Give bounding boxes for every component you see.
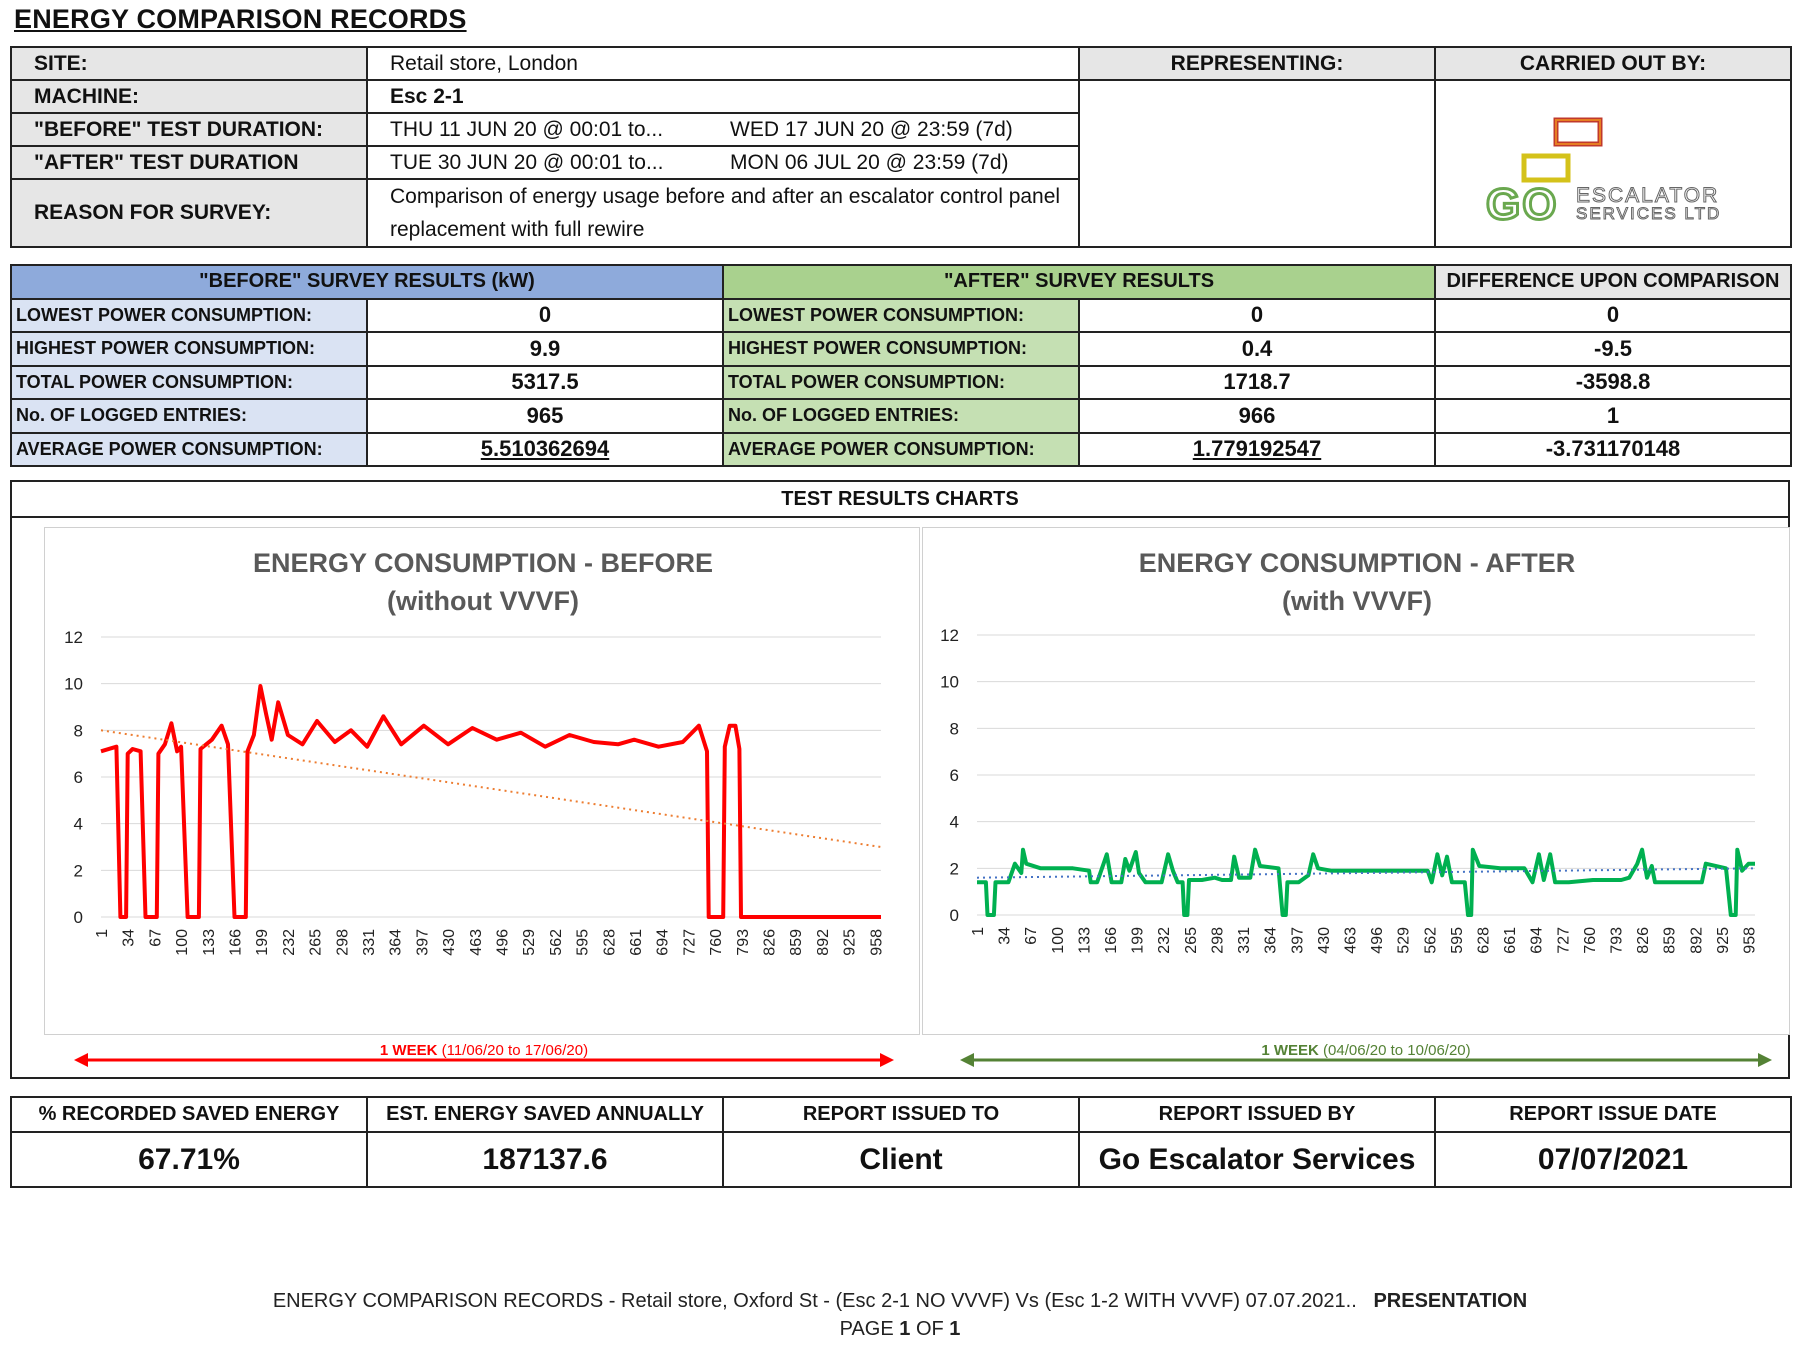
- issued-to-label: REPORT ISSUED TO: [723, 1097, 1079, 1132]
- x-tick-label: 364: [387, 929, 405, 956]
- x-tick-label: 298: [1209, 927, 1227, 954]
- table-row: [11, 433, 1791, 467]
- x-tick-label: 133: [200, 929, 218, 956]
- y-tick-label: 6: [949, 766, 959, 785]
- x-tick-label: 826: [761, 929, 779, 956]
- site-value: Retail store, London: [367, 47, 1079, 80]
- before-duration-value: [367, 113, 1079, 146]
- annual-saved-value: 187137.6: [367, 1132, 723, 1187]
- y-tick-label: 8: [949, 719, 959, 739]
- week-label-after: [960, 1042, 1772, 1059]
- x-tick-label: 67: [147, 929, 165, 947]
- issued-by-label: REPORT ISSUED BY: [1079, 1097, 1435, 1132]
- table-row: [11, 332, 1791, 366]
- before-row-label: LOWEST POWER CONSUMPTION:: [11, 299, 367, 333]
- x-tick-label: 958: [868, 929, 886, 956]
- x-tick-label: 859: [788, 929, 806, 956]
- x-tick-label: 496: [1369, 927, 1387, 954]
- x-tick-label: 628: [1475, 927, 1493, 954]
- y-tick-label: 4: [73, 814, 83, 834]
- x-tick-label: 793: [734, 929, 752, 956]
- survey-results-table: [10, 264, 1792, 467]
- site-label: SITE:: [11, 47, 367, 80]
- x-tick-label: 529: [1395, 927, 1413, 954]
- x-tick-label: 760: [708, 929, 726, 956]
- annual-saved-label: EST. ENERGY SAVED ANNUALLY: [367, 1097, 723, 1132]
- page-number: [0, 1318, 1800, 1341]
- before-results-header: "BEFORE" SURVEY RESULTS (kW): [11, 265, 723, 299]
- x-tick-label: 265: [1182, 927, 1200, 954]
- before-row-label: TOTAL POWER CONSUMPTION:: [11, 366, 367, 400]
- x-tick-label: 793: [1608, 927, 1626, 954]
- x-tick-label: 463: [467, 929, 485, 956]
- saved-pct-label: % RECORDED SAVED ENERGY: [11, 1097, 367, 1132]
- x-tick-label: 100: [174, 929, 192, 956]
- table-row: [11, 366, 1791, 400]
- after-results-header: "AFTER" SURVEY RESULTS: [723, 265, 1435, 299]
- company-logo: [1435, 80, 1791, 247]
- x-tick-label: 166: [1103, 927, 1121, 954]
- x-tick-label: 1: [970, 927, 987, 936]
- x-tick-label: 100: [1049, 927, 1067, 954]
- difference-value: -9.5: [1435, 332, 1791, 366]
- after-row-label: TOTAL POWER CONSUMPTION:: [723, 366, 1079, 400]
- logo-line1: ESCALATOR: [1576, 183, 1720, 207]
- footer-caption: [0, 1290, 1800, 1313]
- difference-value: -3.731170148: [1435, 433, 1791, 467]
- y-tick-label: 12: [64, 628, 83, 647]
- page-of: OF: [915, 1318, 944, 1340]
- y-tick-label: 8: [73, 721, 83, 741]
- before-value: 0: [367, 299, 723, 333]
- after-value: 966: [1079, 399, 1435, 433]
- after-value: 0: [1079, 299, 1435, 333]
- before-value: 5317.5: [367, 366, 723, 400]
- week-label-bold: 1 WEEK: [379, 1042, 438, 1059]
- x-tick-label: 1: [94, 929, 111, 938]
- issue-date-label: REPORT ISSUE DATE: [1435, 1097, 1791, 1132]
- chart-after: [922, 527, 1790, 1035]
- page-prefix: PAGE: [839, 1318, 894, 1340]
- x-tick-label: 529: [521, 929, 539, 956]
- representing-label: REPRESENTING:: [1079, 47, 1435, 80]
- y-tick-label: 12: [940, 626, 959, 645]
- before-value: 5.510362694: [367, 433, 723, 467]
- y-tick-label: 10: [64, 674, 83, 694]
- before-row-label: AVERAGE POWER CONSUMPTION:: [11, 433, 367, 467]
- x-tick-label: 232: [1156, 927, 1174, 954]
- x-tick-label: 826: [1635, 927, 1653, 954]
- y-tick-label: 10: [940, 672, 959, 692]
- issue-date-value: 07/07/2021: [1435, 1132, 1791, 1187]
- x-tick-label: 364: [1262, 927, 1280, 954]
- week-range-before: [74, 1044, 894, 1068]
- week-range-after: [960, 1044, 1772, 1068]
- logo-letters: GO: [1486, 179, 1559, 229]
- series-line: [101, 686, 881, 917]
- x-tick-label: 859: [1661, 927, 1679, 954]
- x-tick-label: 430: [1315, 927, 1333, 954]
- y-tick-label: 0: [949, 906, 959, 925]
- page-total: 1: [949, 1318, 961, 1340]
- x-tick-label: 298: [334, 929, 352, 956]
- chart-before: [44, 527, 920, 1035]
- x-tick-label: 166: [227, 929, 245, 956]
- reason-value: Comparison of energy usage before and after an escalator control panel replacement with full rewire: [367, 179, 1079, 247]
- footer-presentation: PRESENTATION: [1373, 1290, 1528, 1312]
- footer-text: ENERGY COMPARISON RECORDS - Retail store, Oxford St - (Esc 2-1 NO VVVF) Vs (Esc 1-2 WITH VVVF) 07.07.2021..: [272, 1290, 1357, 1312]
- difference-value: 0: [1435, 299, 1791, 333]
- before-row-label: No. OF LOGGED ENTRIES:: [11, 399, 367, 433]
- after-start: TUE 30 JUN 20 @ 00:01 to...: [390, 150, 664, 174]
- x-tick-label: 34: [996, 927, 1014, 945]
- table-row: [11, 399, 1791, 433]
- x-tick-label: 694: [1528, 927, 1546, 954]
- y-tick-label: 2: [73, 861, 83, 881]
- x-tick-label: 265: [307, 929, 325, 956]
- chart-after-svg: [923, 528, 1791, 1036]
- before-row-label: HIGHEST POWER CONSUMPTION:: [11, 332, 367, 366]
- x-tick-label: 67: [1023, 927, 1041, 945]
- difference-value: -3598.8: [1435, 366, 1791, 400]
- x-tick-label: 727: [1555, 927, 1573, 954]
- document-title: ENERGY COMPARISON RECORDS: [14, 4, 467, 34]
- x-tick-label: 760: [1581, 927, 1599, 954]
- chart-subtitle: (without VVVF): [387, 586, 579, 616]
- machine-value: Esc 2-1: [367, 80, 1079, 113]
- difference-value: 1: [1435, 399, 1791, 433]
- chart-subtitle: (with VVVF): [1282, 586, 1432, 616]
- x-tick-label: 694: [654, 929, 672, 956]
- after-row-label: No. OF LOGGED ENTRIES:: [723, 399, 1079, 433]
- representing-value: [1079, 80, 1435, 247]
- x-tick-label: 925: [841, 929, 859, 956]
- week-label-before: [74, 1042, 894, 1059]
- after-row-label: LOWEST POWER CONSUMPTION:: [723, 299, 1079, 333]
- week-label-dates: (04/06/20 to 10/06/20): [1323, 1042, 1471, 1059]
- x-tick-label: 199: [254, 929, 272, 956]
- reason-label: REASON FOR SURVEY:: [11, 179, 367, 247]
- x-tick-label: 34: [120, 929, 138, 947]
- issued-to-value: Client: [723, 1132, 1079, 1187]
- chart-title: ENERGY CONSUMPTION - AFTER: [1138, 548, 1576, 578]
- chart-title: ENERGY CONSUMPTION - BEFORE: [252, 548, 714, 578]
- difference-header: DIFFERENCE UPON COMPARISON: [1435, 265, 1791, 299]
- week-label-dates: (11/06/20 to 17/06/20): [441, 1042, 589, 1059]
- x-tick-label: 892: [814, 929, 832, 956]
- carried-out-label: CARRIED OUT BY:: [1435, 47, 1791, 80]
- x-tick-label: 958: [1741, 927, 1759, 954]
- before-end: WED 17 JUN 20 @ 23:59 (7d): [730, 117, 1013, 141]
- x-tick-label: 331: [1236, 927, 1254, 954]
- before-duration-label: "BEFORE" TEST DURATION:: [11, 113, 367, 146]
- x-tick-label: 595: [1448, 927, 1466, 954]
- x-tick-label: 331: [361, 929, 379, 956]
- x-tick-label: 562: [547, 929, 565, 956]
- x-tick-label: 595: [574, 929, 592, 956]
- y-tick-label: 6: [73, 768, 83, 787]
- before-start: THU 11 JUN 20 @ 00:01 to...: [390, 117, 664, 141]
- x-tick-label: 133: [1076, 927, 1094, 954]
- after-duration-label: "AFTER" TEST DURATION: [11, 146, 367, 179]
- survey-info-table: [10, 46, 1792, 248]
- x-tick-label: 397: [1289, 927, 1307, 954]
- x-tick-label: 661: [628, 929, 646, 956]
- after-value: 1.779192547: [1079, 433, 1435, 467]
- summary-table: [10, 1096, 1792, 1188]
- table-row: [11, 299, 1791, 333]
- x-tick-label: 397: [414, 929, 432, 956]
- x-tick-label: 232: [280, 929, 298, 956]
- x-tick-label: 430: [441, 929, 459, 956]
- x-tick-label: 892: [1688, 927, 1706, 954]
- machine-label: MACHINE:: [11, 80, 367, 113]
- page-current: 1: [899, 1318, 911, 1340]
- x-tick-label: 562: [1422, 927, 1440, 954]
- saved-pct-value: 67.71%: [11, 1132, 367, 1187]
- logo-line2: SERVICES LTD: [1576, 203, 1722, 223]
- y-tick-label: 0: [73, 908, 83, 927]
- trend-line: [101, 730, 881, 847]
- week-label-bold: 1 WEEK: [1261, 1042, 1319, 1059]
- test-results-charts-panel: [10, 480, 1790, 1079]
- after-end: MON 06 JUL 20 @ 23:59 (7d): [730, 150, 1009, 174]
- x-tick-label: 496: [494, 929, 512, 956]
- before-value: 9.9: [367, 332, 723, 366]
- x-tick-label: 199: [1129, 927, 1147, 954]
- x-tick-label: 727: [681, 929, 699, 956]
- chart-before-svg: [45, 528, 921, 1036]
- series-line: [977, 850, 1755, 915]
- go-escalator-logo-icon: [1446, 86, 1791, 236]
- x-tick-label: 925: [1714, 927, 1732, 954]
- charts-header: TEST RESULTS CHARTS: [12, 482, 1788, 518]
- x-tick-label: 463: [1342, 927, 1360, 954]
- after-value: 0.4: [1079, 332, 1435, 366]
- after-duration-value: [367, 146, 1079, 179]
- x-tick-label: 661: [1502, 927, 1520, 954]
- y-tick-label: 4: [949, 812, 959, 832]
- x-tick-label: 628: [601, 929, 619, 956]
- after-value: 1718.7: [1079, 366, 1435, 400]
- before-value: 965: [367, 399, 723, 433]
- after-row-label: AVERAGE POWER CONSUMPTION:: [723, 433, 1079, 467]
- issued-by-value: Go Escalator Services: [1079, 1132, 1435, 1187]
- y-tick-label: 2: [949, 859, 959, 879]
- after-row-label: HIGHEST POWER CONSUMPTION:: [723, 332, 1079, 366]
